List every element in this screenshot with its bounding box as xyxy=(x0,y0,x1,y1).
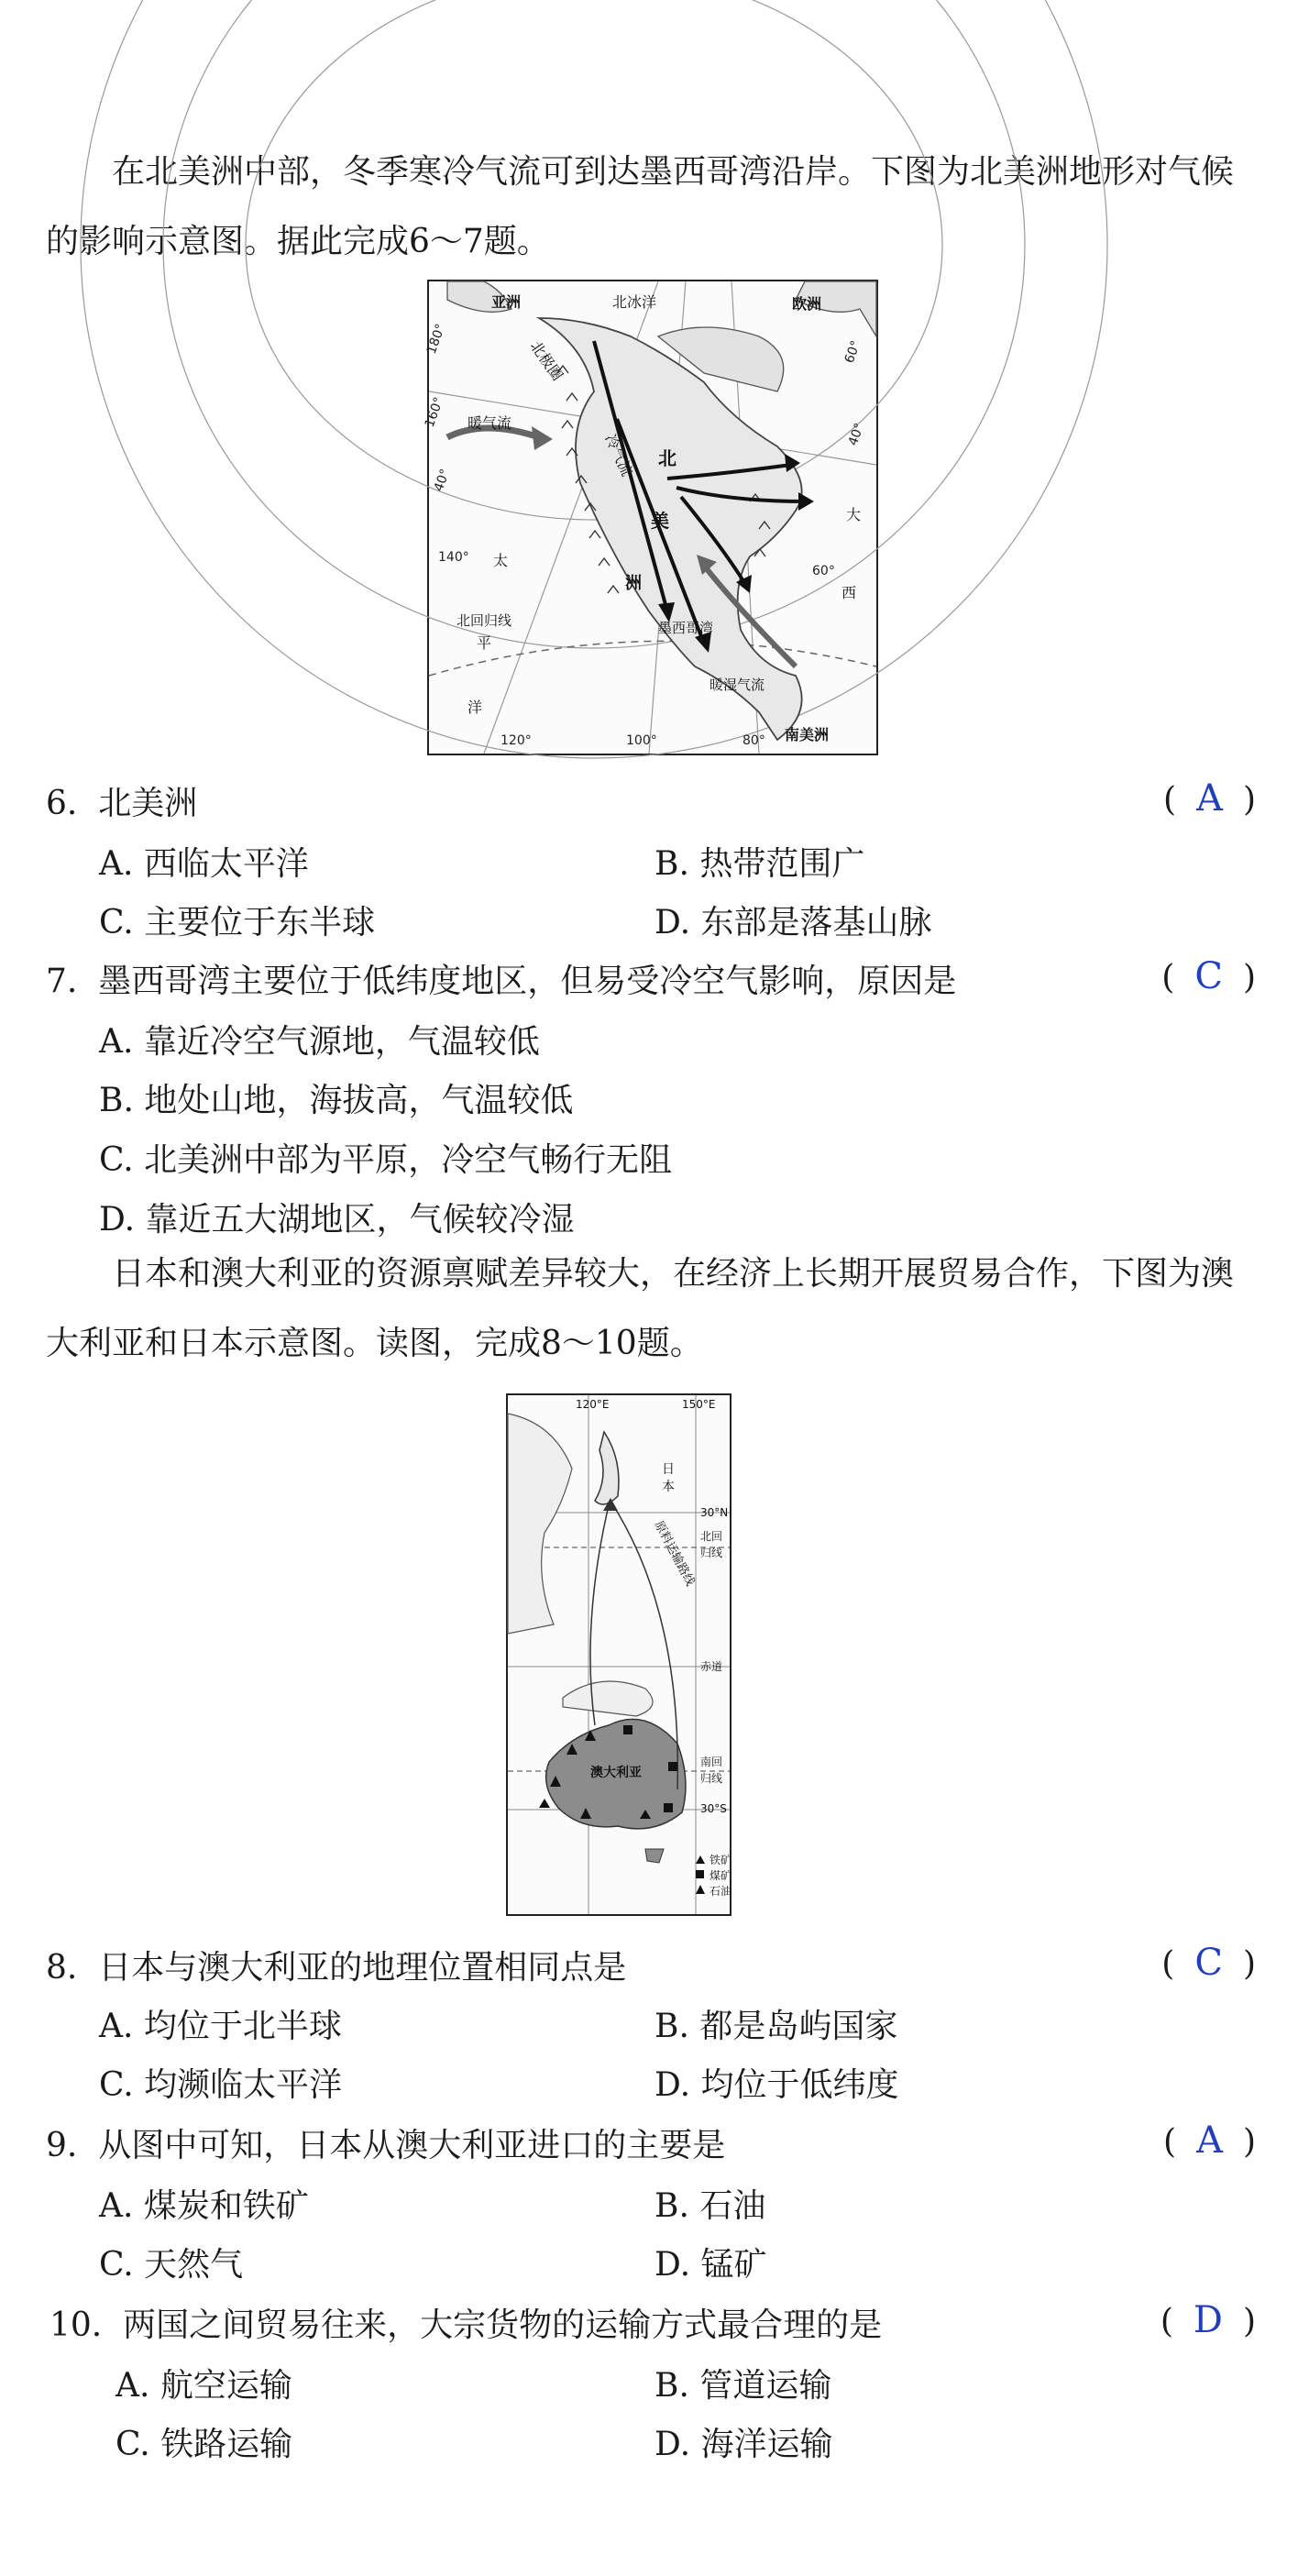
option-7b: B. 地处山地，海拔高，气温较低 xyxy=(99,1082,574,1119)
label-lon-150e: 150°E xyxy=(682,1398,716,1411)
option-10d: D. 海洋运输 xyxy=(654,2426,833,2463)
label-south-america: 南美洲 xyxy=(785,726,830,743)
label-lon-160: 160° xyxy=(422,395,447,430)
question-number: 8. xyxy=(46,1949,78,1987)
north-america-map xyxy=(422,280,878,755)
option-7d: D. 靠近五大湖地区，气候较冷湿 xyxy=(99,1201,575,1238)
label-lat-40-east: 40° xyxy=(845,421,868,448)
option-6d: D. 东部是落基山脉 xyxy=(654,904,932,941)
answer-letter: A xyxy=(1196,2119,1223,2162)
label-lon-60: 60° xyxy=(842,338,864,366)
label-japan-2: 本 xyxy=(662,1480,675,1494)
option-7a: A. 靠近冷空气源地，气温较低 xyxy=(99,1023,540,1061)
label-lon-80: 80° xyxy=(742,733,765,748)
option-9c: C. 天然气 xyxy=(99,2246,244,2284)
label-tropic: 北回归线 xyxy=(456,612,512,629)
label-tropic-north-1: 北回 xyxy=(700,1530,723,1543)
question-stem: 从图中可知，日本从澳大利亚进口的主要是 xyxy=(98,2127,726,2164)
question-stem: 两国之间贸易往来，大宗货物的运输方式最合理的是 xyxy=(123,2306,883,2344)
question-number: 7. xyxy=(46,963,78,1000)
option-10b: B. 管道运输 xyxy=(654,2367,832,2405)
legend-iron: 铁矿 xyxy=(710,1854,732,1866)
answer-letter: C xyxy=(1194,955,1223,997)
label-tropic-south-2: 归线 xyxy=(700,1772,723,1785)
label-lon-100: 100° xyxy=(626,733,657,748)
label-cold-current: 冷气流 xyxy=(601,431,636,479)
option-9b: B. 石油 xyxy=(654,2187,766,2225)
option-8c: C. 均濒临太平洋 xyxy=(99,2066,343,2104)
option-7c: C. 北美洲中部为平原，冷空气畅行无阻 xyxy=(99,1141,673,1179)
intro-paragraph-1: 在北美洲中部，冬季寒冷气流可到达墨西哥湾沿岸。下图为北美洲地形对气候的影响示意图。据此完成6～7题。 xyxy=(46,153,1235,260)
label-lat-30s: 30°S xyxy=(700,1802,727,1815)
label-lat-40-west: 40° xyxy=(431,467,454,494)
label-gulf: 墨西哥湾 xyxy=(658,620,714,636)
label-japan-1: 日 xyxy=(662,1462,675,1477)
label-pacific-1: 太 xyxy=(493,552,509,569)
question-stem: 日本与澳大利亚的地理位置相同点是 xyxy=(98,1949,627,1987)
option-10c: C. 铁路运输 xyxy=(116,2426,293,2463)
answer-box: ( A ) xyxy=(1163,2119,1256,2162)
label-europe: 欧洲 xyxy=(792,295,822,313)
option-8d: D. 均位于低纬度 xyxy=(654,2066,899,2104)
answer-box: ( A ) xyxy=(1163,777,1256,820)
label-continent: 洲 xyxy=(625,574,642,593)
label-tropic-south-1: 南回 xyxy=(700,1756,723,1768)
label-warm-moist: 暖湿气流 xyxy=(710,677,765,693)
label-lon-180: 180° xyxy=(424,322,449,357)
label-atlantic-1: 大 xyxy=(846,506,862,523)
answer-letter: C xyxy=(1194,1942,1223,1984)
option-8b: B. 都是岛屿国家 xyxy=(654,2008,898,2045)
australia-japan-map xyxy=(506,1393,732,1916)
answer-letter: D xyxy=(1193,2299,1223,2341)
label-lon-140: 140° xyxy=(438,550,469,565)
question-stem: 北美洲 xyxy=(98,785,198,822)
question-number: 6. xyxy=(46,785,78,822)
option-9a: A. 煤炭和铁矿 xyxy=(99,2187,309,2225)
label-tropic-north-2: 归线 xyxy=(700,1547,723,1559)
question-stem: 墨西哥湾主要位于低纬度地区，但易受冷空气影响，原因是 xyxy=(98,963,957,1000)
label-equator: 赤道 xyxy=(700,1660,723,1673)
question-number: 9. xyxy=(46,2127,78,2164)
legend-oil: 石油 xyxy=(710,1885,732,1898)
question-number: 10. xyxy=(50,2306,103,2344)
legend-coal: 煤矿 xyxy=(710,1869,732,1882)
option-9d: D. 锰矿 xyxy=(654,2246,767,2284)
answer-box: ( C ) xyxy=(1161,1942,1256,1984)
label-arctic-circle: 北极圈 xyxy=(526,337,566,384)
option-6a: A. 西临太平洋 xyxy=(99,845,309,883)
option-6b: B. 热带范围广 xyxy=(654,845,865,883)
label-north: 北 xyxy=(658,447,676,469)
label-lon-120e: 120°E xyxy=(576,1398,610,1411)
option-6c: C. 主要位于东半球 xyxy=(99,904,376,941)
answer-box: ( C ) xyxy=(1161,955,1256,997)
label-pacific-2: 平 xyxy=(477,634,492,652)
label-lon-60-b: 60° xyxy=(812,564,835,578)
intro-paragraph-2: 日本和澳大利亚的资源禀赋差异较大，在经济上长期开展贸易合作，下图为澳大利亚和日本示意图。读图，完成8～10题。 xyxy=(46,1255,1235,1362)
option-8a: A. 均位于北半球 xyxy=(99,2008,342,2045)
label-material-route: 原料运输路线 xyxy=(651,1518,698,1589)
answer-letter: A xyxy=(1196,777,1223,820)
label-lon-120: 120° xyxy=(500,733,532,748)
label-warm-current: 暖气流 xyxy=(468,414,512,432)
answer-box: ( D ) xyxy=(1160,2299,1256,2341)
label-asia: 亚洲 xyxy=(491,293,522,311)
label-arctic-ocean: 北冰洋 xyxy=(612,293,657,311)
option-10a: A. 航空运输 xyxy=(116,2367,292,2405)
label-pacific-3: 洋 xyxy=(468,699,483,716)
label-america: 美 xyxy=(651,510,669,532)
label-lat-30n: 30°N xyxy=(700,1506,729,1519)
label-australia: 澳大利亚 xyxy=(590,1766,642,1780)
label-atlantic-2: 西 xyxy=(842,584,857,601)
